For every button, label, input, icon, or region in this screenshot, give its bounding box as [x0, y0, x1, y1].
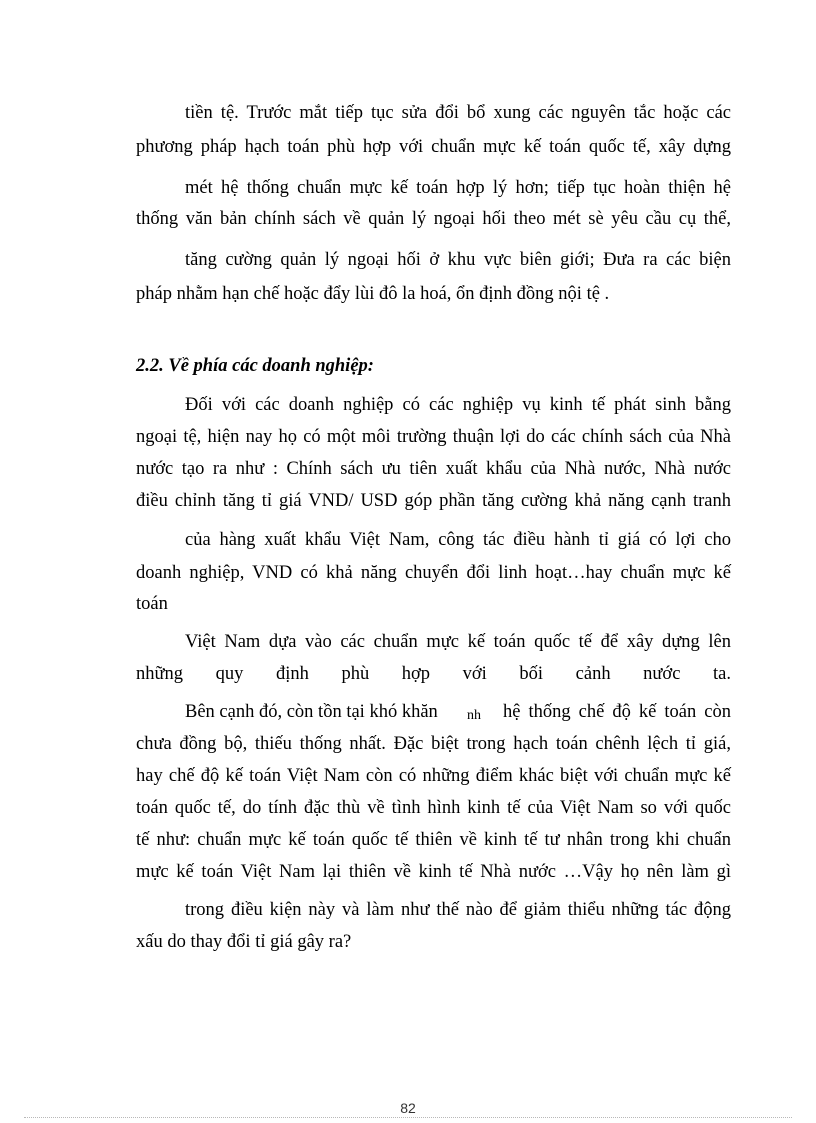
- body-text-line: Bên cạnh đó, còn tồn tại khó khăn: [185, 702, 438, 722]
- body-text-line: thống văn bản chính sách về quản lý ngoại hối theo mét sè yêu cầu cụ thể,: [136, 209, 731, 229]
- body-text-line: doanh nghiệp, VND có khả năng chuyển đổi linh hoạt…hay chuẩn mực kế: [136, 563, 731, 583]
- body-text-line: toán quốc tế, do tính đặc thù về tình hình kinh tế của Việt Nam so với quốc: [136, 798, 731, 818]
- body-text-line: tăng cường quản lý ngoại hối ở khu vực biên giới; Đưa ra các biện: [185, 250, 731, 270]
- page-number: 82: [400, 1100, 416, 1116]
- body-text-line: tế như: chuẩn mực kế toán quốc tế thiên về kinh tế tư nhân trong khi chuẩn: [136, 830, 731, 850]
- body-text-line: Đối với các doanh nghiệp có các nghiệp vụ kinh tế phát sinh bằng: [185, 395, 731, 415]
- body-text-line: trong điều kiện này và làm như thế nào để giảm thiểu những tác động: [185, 900, 731, 920]
- body-text-line: điều chỉnh tăng tỉ giá VND/ USD góp phần tăng cường khả năng cạnh tranh: [136, 491, 731, 511]
- body-text-fragment: nh: [467, 708, 481, 723]
- body-text-line: phương pháp hạch toán phù hợp với chuẩn mực kế toán quốc tế, xây dựng: [136, 137, 731, 157]
- body-text-line: mét hệ thống chuẩn mực kế toán hợp lý hơn; tiếp tục hoàn thiện hệ: [185, 178, 731, 198]
- body-text-line: pháp nhằm hạn chế hoặc đẩy lùi đô la hoá, ổn định đồng nội tệ .: [136, 284, 610, 304]
- body-text-line: những quy định phù hợp với bối cảnh nước ta.: [136, 664, 731, 684]
- body-text-line: hay chế độ kế toán Việt Nam còn có những điểm khác biệt với chuẩn mực kế: [136, 766, 731, 786]
- body-text-line: xấu do thay đổi tỉ giá gây ra?: [136, 932, 352, 952]
- body-text-line: toán: [136, 594, 168, 614]
- body-text-line: mực kế toán Việt Nam lại thiên về kinh tế Nhà nước …Vậy họ nên làm gì: [136, 862, 731, 882]
- body-text-line: của hàng xuất khẩu Việt Nam, công tác điều hành tỉ giá có lợi cho: [185, 530, 731, 550]
- body-text-line: Việt Nam dựa vào các chuẩn mực kế toán quốc tế để xây dựng lên: [185, 632, 731, 652]
- body-text-line: hệ thống chế độ kế toán còn: [503, 702, 731, 722]
- body-text-line: ngoại tệ, hiện nay họ có một môi trường thuận lợi do các chính sách của Nhà: [136, 427, 731, 447]
- body-text-line: tiền tệ. Trước mắt tiếp tục sửa đổi bổ xung các nguyên tắc hoặc các: [185, 103, 731, 123]
- footer-divider: [24, 1117, 792, 1118]
- body-text-line: chưa đồng bộ, thiếu thống nhất. Đặc biệt trong hạch toán chênh lệch tỉ giá,: [136, 734, 731, 754]
- section-heading: 2.2. Về phía các doanh nghiệp:: [136, 356, 374, 376]
- body-text-line: nước tạo ra như : Chính sách ưu tiên xuất khẩu của Nhà nước, Nhà nước: [136, 459, 731, 479]
